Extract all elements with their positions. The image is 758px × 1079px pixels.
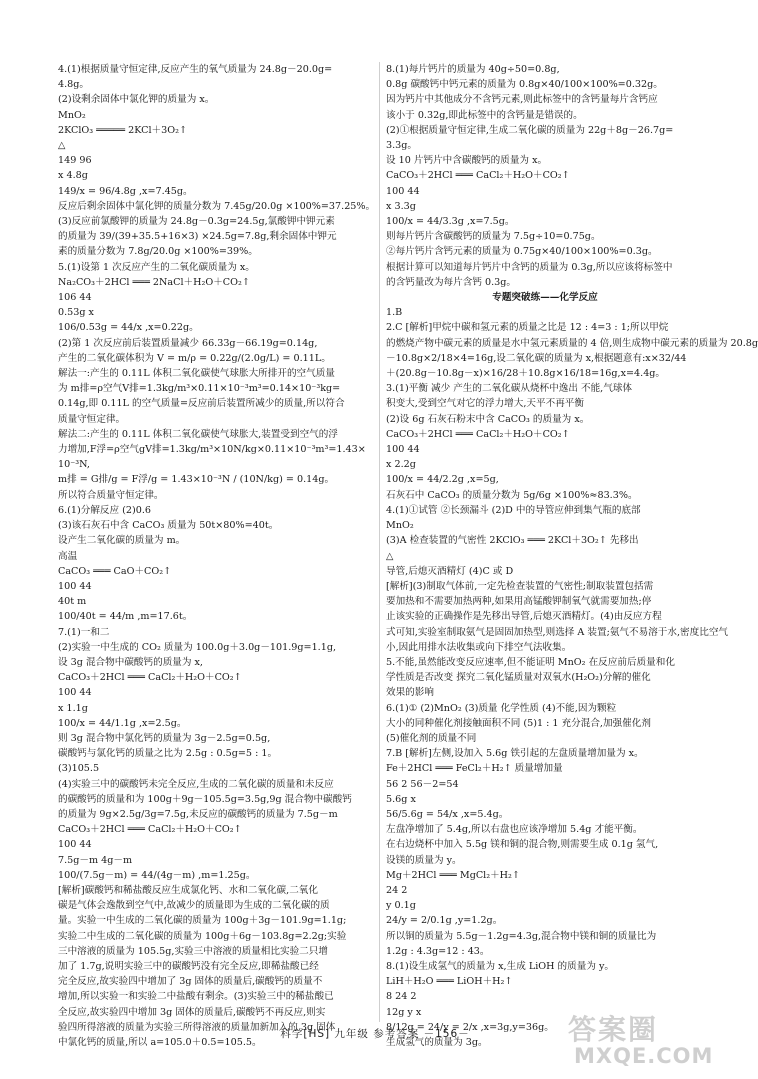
text-line: 产生的二氧化碳体积为 V = m/ρ = 0.22g/(2.0g/L) = 0.11L。 (58, 352, 331, 364)
text-line: 6.(1)分解反应 (2)0.6 (58, 504, 152, 516)
text-line: (2)①根据质量守恒定律,生成二氧化碳的质量为 22g＋8g－26.7g= (386, 124, 674, 136)
text-line: CaCO₃＋2HCl ═══ CaCl₂＋H₂O＋CO₂↑ (386, 428, 570, 440)
text-line: 式可知,实验室制取氨气是固固加热型,则选择 A 装置;氨气不易溶于水,密度比空气 (386, 626, 729, 638)
text-line: 实验二中生成的二氧化碳的质量为 100g＋6g－103.8g=2.2g;实验 (58, 930, 347, 942)
text-line: 6.(1)① (2)MnO₂ (3)质量 化学性质 (4)不能,因为颗粒 (386, 702, 617, 714)
text-line: Na₂CO₃＋2HCl ═══ 2NaCl＋H₂O＋CO₂↑ (58, 276, 250, 288)
text-line: 100/x = 44/1.1g ,x=2.5g。 (58, 717, 187, 729)
text-line: y 0.1g (386, 900, 416, 912)
text-line: 56 2 56－2=54 (386, 778, 459, 790)
text-line: 8.(1)每片钙片的质量为 40g÷50=0.8g, (386, 64, 560, 75)
text-line: 碳是气体会逸散到空气中,故减少的质量即为生成的二氧化碳的质 (58, 900, 330, 912)
text-line: 量。实验一中生成的二氧化碳的质量为 100g＋3g－101.9g=1.1g; (58, 915, 347, 927)
text-line: 8.(1)设生成氢气的质量为 x,生成 LiOH 的质量为 y。 (386, 960, 614, 972)
text-line: [解析](3)制取气体前,一定先检查装置的气密性;制取装置包括需 (386, 580, 654, 592)
text-line: 149 96 (58, 155, 92, 167)
text-line: 100 44 (58, 687, 92, 699)
watermark-logo (568, 1008, 730, 1070)
text-line: 则 3g 混合物中氯化钙的质量为 3g－2.5g=0.5g, (58, 732, 271, 744)
text-line: 5.(1)设第 1 次反应产生的二氧化碳质量为 x。 (58, 261, 255, 273)
text-line: 所以铜的质量为 5.5g－1.2g=4.3g,混合物中镁和铜的质量比为 (386, 930, 657, 942)
text-line: 1.2g : 4.3g=12 : 43。 (386, 945, 490, 957)
text-line: 24 2 (386, 884, 408, 896)
text-line: [解析]碳酸钙和稀盐酸反应生成氯化钙、水和二氧化碳,二氧化 (58, 884, 318, 896)
text-line: (4)实验三中的碳酸钙未完全反应,生成的二氧化碳的质量和未反应 (58, 778, 334, 790)
text-line: 石灰石中 CaCO₃ 的质量分数为 5g/6g ×100%≈83.3%。 (386, 489, 638, 501)
text-line: 则每片钙片含碳酸钙的质量为 7.5g÷10=0.75g。 (386, 231, 601, 243)
text-line: 学性质是否改变 探究二氧化锰质量对双氧水(H₂O₂)分解的催化 (386, 672, 651, 684)
right-column (386, 62, 758, 1050)
text-line: 0.14g,即 0.11L 的空气质量=反应前后装置所减少的质量,所以符合 (58, 398, 345, 410)
text-line: (2)第 1 次反应前后装置质量减少 66.33g－66.19g=0.14g, (58, 337, 318, 349)
text-line: MnO₂ (58, 109, 86, 121)
text-line: 增加,所以实验一和实验二中盐酸有剩余。(3)实验三中的稀盐酸已 (58, 991, 334, 1003)
text-line: 高温 (58, 550, 78, 562)
text-line: Fe＋2HCl ═══ FeCl₂＋H₂↑ 质量增加量 (386, 763, 563, 775)
text-line: (3)105.5 (58, 763, 100, 775)
text-line: m排 = G排/g = F浮/g = 1.43×10⁻³N / (10N/kg) = 0.14g。 (58, 474, 335, 486)
text-line: 该小于 0.32g,即此标签中的含钙量是错误的。 (386, 109, 583, 121)
text-line: 左盘净增加了 5.4g,所以右盘也应该净增加 5.4g 才能平衡。 (386, 824, 643, 836)
text-line: 100/x = 44/2.2g ,x=5g, (386, 474, 499, 486)
text-line: －10.8g×2/18×4=16g,设二氧化碳的质量为 x,根据题意有:x×32/44 (386, 352, 687, 364)
text-line: 7.(1)一和二 (58, 626, 110, 638)
text-line: (5)催化剂的质量不同 (386, 732, 477, 744)
text-line: 为 m排=ρ空气V排=1.3kg/m³×0.11×10⁻³m³=0.14×10⁻³kg= (58, 383, 341, 395)
text-line: 100 44 (386, 185, 420, 197)
text-line: 100/(7.5g－m) = 44/(4g－m) ,m=1.25g。 (58, 869, 256, 881)
text-line: 7.5g－m 4g－m (58, 854, 133, 866)
text-line: 因为钙片中其他成分不含钙元素,则此标签中的含钙量每片含钙应 (386, 94, 658, 106)
text-line: 106 44 (58, 292, 92, 304)
text-line: (3)A 检查装置的气密性 2KClO₃ ═══ 2KCl＋3O₂↑ 先移出 (386, 535, 639, 547)
text-line: 在右边烧杯中加入 5.5g 镁和铜的混合物,则需要生成 0.1g 氢气, (386, 839, 659, 851)
text-line: 加了 1.7g,说明实验三中的碳酸钙没有完全反应,即稀盐酸已经 (58, 960, 319, 972)
watermark-url: MXQE.COM (574, 1044, 714, 1068)
text-line: 生成氢气的质量为 3g。 (386, 1037, 488, 1048)
watermark-title: 答案圈 (568, 1013, 659, 1046)
text-line: 3.(1)平衡 减少 产生的二氧化碳从烧杯中逸出 不能,气球体 (386, 383, 633, 395)
text-line: 2KClO₃ ═════ 2KCl＋3O₂↑ (58, 124, 187, 136)
text-line: 中氯化钙的质量,所以 a=105.0＋0.5=105.5。 (58, 1037, 262, 1048)
text-line: 完全反应,故实验四中增加了 3g 固体的质量后,碳酸钙的质量不 (58, 976, 323, 988)
text-line: (3)该石灰石中含 CaCO₃ 质量为 50t×80%=40t。 (58, 520, 279, 532)
text-line: CaCO₃＋2HCl ═══ CaCl₂＋H₂O＋CO₂↑ (58, 824, 242, 836)
text-line: (2)设剩余固体中氯化钾的质量为 x。 (58, 94, 215, 106)
text-line: (2)设 6g 石灰石粉末中含 CaCO₃ 的质量为 x。 (386, 413, 590, 425)
text-line: (3)反应前氯酸钾的质量为 24.8g－0.3g=24.5g,氯酸钾中钾元素 (58, 216, 335, 228)
text-line: 根据计算可以知道每片钙片中含钙的质量为 0.3g,所以应该将标签中 (386, 261, 673, 273)
text-line: 7.B [解析]左侧,设加入 5.6g 铁引起的左盘质量增加量为 x。 (386, 748, 644, 760)
text-line: 的质量为 39/(39+35.5+16×3) ×24.5g=7.8g,剩余固体中钾元 (58, 231, 337, 243)
text-line: 专题突破练——化学反应 (492, 292, 598, 304)
text-line: 质量守恒定律。 (58, 413, 126, 425)
text-line: 0.8g 碳酸钙中钙元素的质量为 0.8g×40/100×100%=0.32g。 (386, 79, 663, 91)
text-line: x 2.2g (386, 459, 416, 471)
text-line: 止该实验的正确操作是先移出导管,后熄灭酒精灯。(4)由反应方程 (386, 611, 662, 623)
text-line: 2.C [解析]甲烷中碳和氢元素的质量之比是 12 : 4=3 : 1;所以甲烷 (386, 322, 669, 334)
text-line: 3.3g。 (386, 140, 417, 152)
text-line: CaCO₃＋2HCl ═══ CaCl₂＋H₂O＋CO₂↑ (58, 672, 242, 684)
text-line: 解法一:产生的 0.11L 体积二氧化碳使气球胀大所排开的空气质量 (58, 368, 335, 380)
text-line: 4.8g。 (58, 79, 89, 91)
text-line: 8/12g = 24/y = 2/x ,x=3g,y=36g。 (386, 1021, 554, 1033)
text-line: 设镁的质量为 y。 (386, 854, 462, 866)
text-line: 设产生二氧化碳的质量为 m。 (58, 535, 186, 547)
text-line: MnO₂ (386, 520, 414, 532)
text-line: 100/x = 44/3.3g ,x=7.5g。 (386, 216, 515, 228)
text-line: 碳酸钙与氯化钙的质量之比为 2.5g : 0.5g=5 : 1。 (58, 748, 278, 760)
text-line: 小,因此用排水法收集或向下排空气法收集。 (386, 641, 572, 653)
text-line: 的质量为 9g×2.5g/3g=7.5g,未反应的碳酸钙的质量为 7.5g－m (58, 808, 338, 820)
text-line: x 1.1g (58, 702, 88, 714)
text-line: 4.(1)根据质量守恒定律,反应产生的氧气质量为 24.8g－20.0g= (58, 64, 333, 75)
text-line: 5.6g x (386, 793, 416, 805)
text-line: 106/0.53g = 44/x ,x=0.22g。 (58, 322, 199, 334)
text-line: 40t m (58, 596, 87, 608)
text-line: 设 10 片钙片中含碳酸钙的质量为 x。 (386, 155, 548, 167)
text-line: 全反应,故实验四中增加 3g 固体的质量后,碳酸钙不再反应,则实 (58, 1006, 326, 1018)
text-line: 三中溶液的质量为 105.5g,实验三中溶液的质量相比实验二只增 (58, 945, 328, 957)
text-line: 力增加,F浮=ρ空气gV排=1.3kg/m³×10N/kg×0.11×10⁻³m³=1.43× (58, 444, 366, 456)
text-line: 积变大,受到空气对它的浮力增大,天平不再平衡 (386, 398, 584, 410)
text-line: △ (58, 140, 66, 152)
text-line: 要加热和不需要加热两种,如果用高锰酸钾制氧气就需要加热;停 (386, 596, 652, 608)
text-line: Mg＋2HCl ═══ MgCl₂＋H₂↑ (386, 869, 520, 881)
text-line: 0.53g x (58, 307, 94, 319)
text-line: 100 44 (58, 839, 92, 851)
text-line: 100/40t = 44/m ,m=17.6t。 (58, 611, 193, 623)
text-line: 素的质量分数为 7.8g/20.0g ×100%=39%。 (58, 246, 258, 258)
text-line: LiH＋H₂O ═══ LiOH＋H₂↑ (386, 976, 513, 988)
text-line: 设 3g 混合物中碳酸钙的质量为 x, (58, 656, 203, 668)
text-line: 8 24 2 (386, 991, 417, 1003)
text-line: 5.不能,虽然能改变反应速率,但不能证明 MnO₂ 在反应前后质量和化 (386, 656, 675, 668)
text-line: 149/x = 96/4.8g ,x=7.45g。 (58, 185, 193, 197)
text-line: ＋(20.8g－10.8g－x)×16/28＋10.8g×16/18=16g,x=4.4g。 (386, 368, 666, 380)
text-line: x 3.3g (386, 200, 416, 212)
text-line: 的碳酸钙的质量和为 100g＋9g－105.5g=3.5g,9g 混合物中碳酸钙 (58, 793, 352, 805)
text-line: 100 44 (58, 580, 92, 592)
text-line: 24/y = 2/0.1g ,y=1.2g。 (386, 915, 503, 927)
text-line: 解法二:产生的 0.11L 体积二氧化碳使气球胀大,装置受到空气的浮 (58, 428, 338, 440)
page-footer: 科学[HS] 九年级 参考答案 －156－ (280, 1028, 470, 1040)
text-line: 4.(1)①试管 ②长颈漏斗 (2)D 中的导管应伸到集气瓶的底部 (386, 504, 641, 516)
text-line: 效果的影响 (386, 687, 434, 699)
text-line: 验四所得溶液的质量为实验三所得溶液的质量加新加入的 3g 固体 (58, 1021, 336, 1033)
text-line: △ (386, 550, 394, 562)
text-line: x 4.8g (58, 170, 88, 182)
text-line: 1.B (386, 307, 403, 319)
text-line: 12g y x (386, 1006, 422, 1018)
text-line: 的燃烧产物中碳元素的质量是水中氢元素质量的 4 倍,则生成物中碳元素的质量为 20.8g (386, 337, 758, 349)
text-line: 所以符合质量守恒定律。 (58, 489, 164, 501)
text-line: 的含钙量改为每片含钙 0.3g。 (386, 276, 516, 288)
text-line: 56/5.6g = 54/x ,x=5.4g。 (386, 808, 509, 820)
text-line: CaCO₃＋2HCl ═══ CaCl₂＋H₂O＋CO₂↑ (386, 170, 570, 182)
text-line: ②每片钙片含钙元素的质量为 0.75g×40/100×100%=0.3g。 (386, 246, 658, 258)
text-line: 导管,后熄灭酒精灯 (4)C 或 D (386, 565, 514, 577)
column-divider (379, 62, 380, 1022)
text-line: 100 44 (386, 444, 420, 456)
text-line: (2)实验一中生成的 CO₂ 质量为 100.0g＋3.0g－101.9g=1.1g, (58, 641, 337, 653)
text-line: 反应后剩余固体中氯化钾的质量分数为 7.45g/20.0g ×100%=37.25%。 (58, 200, 376, 212)
text-line: CaCO₃ ═══ CaO＋CO₂↑ (58, 565, 172, 577)
text-line: 大小的同种催化剂接触面积不同 (5)1 : 1 充分混合,加强催化剂 (386, 717, 651, 729)
text-line: 10⁻³N, (58, 459, 90, 471)
